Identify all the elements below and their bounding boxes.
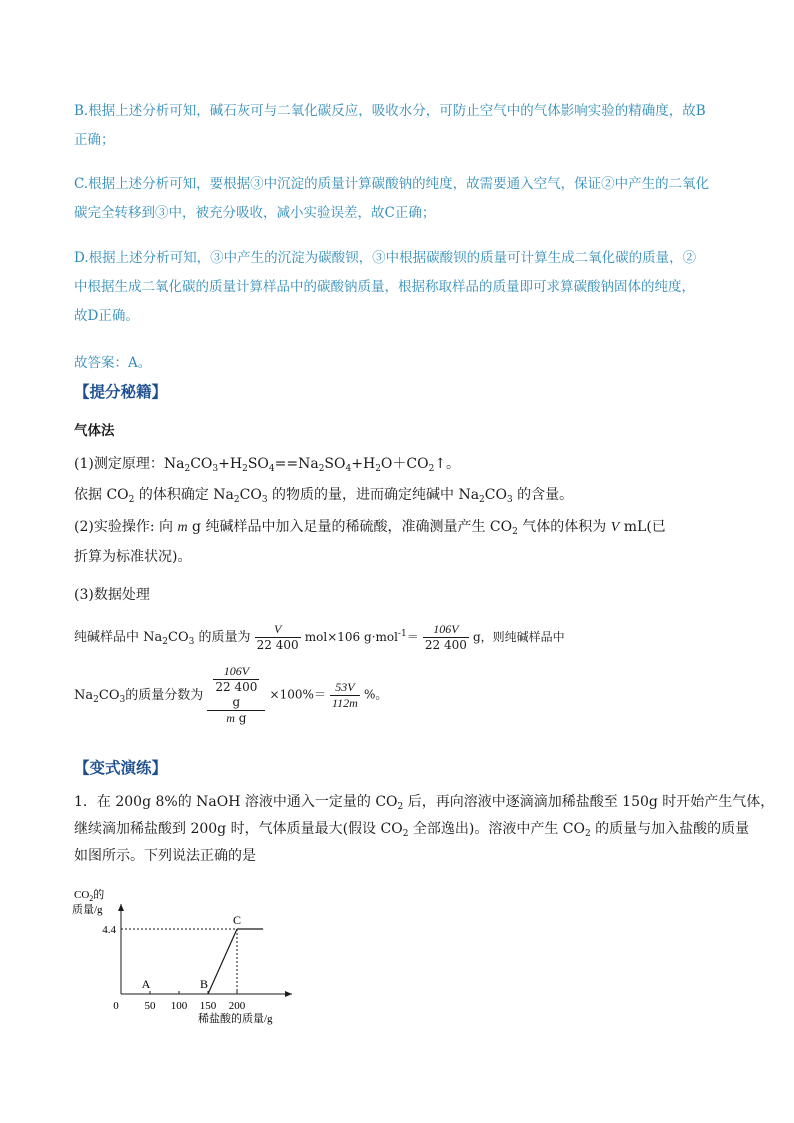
calc-suffix: g，则纯碱样品中 (473, 630, 565, 644)
q1-line1: 1．在 200g 8%的 NaOH 溶液中通入一定量的 $CO_2$ 后，再向溶液中逐滴滴加稀盐酸至 150g 时开始产生气体， (74, 794, 775, 812)
point-label-b: B (199, 977, 209, 991)
frac1-den: 22 400 (256, 638, 299, 652)
y-axis-label-line1: $CO_2$的 (74, 889, 105, 903)
answer-line: 故答案：A。 (74, 355, 152, 371)
step2-line1: (2)实验操作: 向 m g 纯碱样品中加入足量的稀硫酸，准确测量产生 $CO_2$ 气体的体积为 V mL(已 (74, 519, 666, 537)
frac3-num: 53V (335, 679, 355, 694)
method-title: 气体法 (74, 423, 115, 439)
question-1 (74, 789, 775, 870)
exercise-heading: 【变式演练】 (74, 759, 168, 777)
principle-line: 依据 $CO_2$ 的体积确定 $Na_2CO_3$ 的物质的量，进而确定纯碱中 $Na_2CO_3$ 的含量。 (74, 487, 574, 505)
step3-title: (3)数据处理 (74, 587, 150, 603)
calc-line (74, 622, 565, 653)
fraction-53v (330, 680, 360, 711)
pct-num-unit: g (232, 695, 241, 709)
calc-prefix: 纯碱样品中 $Na_2CO_3$ 的质量为 (74, 630, 251, 647)
x-tick-label: 100 (170, 1000, 188, 1012)
x-tick-label: 150 (199, 1000, 217, 1012)
tips-heading: 【提分秘籍】 (74, 383, 168, 401)
x-axis-label: 稀盐酸的质量/g (198, 1013, 273, 1025)
frac2-num: 106V (433, 622, 459, 636)
option-c-line1: C.根据上述分析可知，要根据③中沉淀的质量计算碳酸钠的纯度，故需要通入空气，保证②中产生的二氧化 (74, 176, 710, 192)
origin-label: 0 (113, 1000, 119, 1012)
q1-line3: 如图所示。下列说法正确的是 (74, 848, 256, 864)
compound-fraction: $\frac{106V}{22 400}$ g m g (207, 664, 265, 726)
pct-suffix: %。 (363, 687, 388, 702)
point-label-c: C (232, 913, 242, 927)
frac2-den: 22 400 (424, 638, 467, 652)
option-d-line3: 故D正确。 (74, 308, 139, 324)
x-tick-label: 200 (228, 1000, 246, 1012)
pct-num-num: 106V (223, 664, 250, 678)
fraction-106v (423, 622, 469, 653)
y-axis-label-line2: 质量/g (72, 904, 103, 916)
step1-line (74, 454, 460, 474)
frac3-den: 112m (332, 695, 358, 710)
pct-mid: ×100%＝ (269, 687, 326, 702)
option-b-line2: 正确； (74, 132, 115, 148)
calc-mid: mol×106 g·mol$^{-1}$＝ (304, 629, 419, 644)
percent-line (74, 664, 387, 726)
explanation-block (74, 97, 724, 155)
explanation-c (74, 170, 724, 228)
step1-equation: $Na_2CO_3+H_2SO_4==Na_2SO_4+H_2O+CO_2↑$。 (163, 456, 461, 474)
step2-line2: 折算为标准状况)。 (74, 549, 192, 565)
explanation-d (74, 244, 724, 331)
inner-fraction (211, 664, 261, 695)
option-c-line2: 碳完全转移到③中，被充分吸收，减小实验误差，故C正确； (74, 205, 436, 221)
pct-num-den: 22 400 (215, 680, 258, 694)
x-tick-label: 50 (144, 1000, 156, 1012)
series-segment (208, 929, 237, 994)
option-b-line1: B.根据上述分析可知，碱石灰可与二氧化碳反应，吸收水分，可防止空气中的气体影响实验的精确度，故B (74, 103, 706, 119)
y-tick-label: 4.4 (102, 924, 116, 936)
q1-line2: 继续滴加稀盐酸到 200g 时，气体质量最大(假设 $CO_2$ 全部逸出)。溶液中产生 $CO_2$ 的质量与加入盐酸的质量 (74, 821, 750, 839)
option-d-line1: D.根据上述分析可知，③中产生的沉淀为碳酸钡，③中根据碳酸钡的质量可计算生成二氧化碳的质量，② (74, 250, 697, 266)
step1-label: (1)测定原理： (74, 456, 164, 472)
frac1-num: V (273, 622, 282, 636)
percent-prefix: $Na_2CO_3$的质量分数为 (74, 687, 204, 705)
point-label-a: A (141, 977, 151, 991)
fraction-v-over-22400 (255, 622, 301, 653)
co2-chart (60, 882, 320, 1032)
option-d-line2: 中根据生成二氧化碳的质量计算样品中的碳酸钠质量，根据称取样品的质量即可求算碳酸钠固体的纯度， (74, 279, 695, 295)
